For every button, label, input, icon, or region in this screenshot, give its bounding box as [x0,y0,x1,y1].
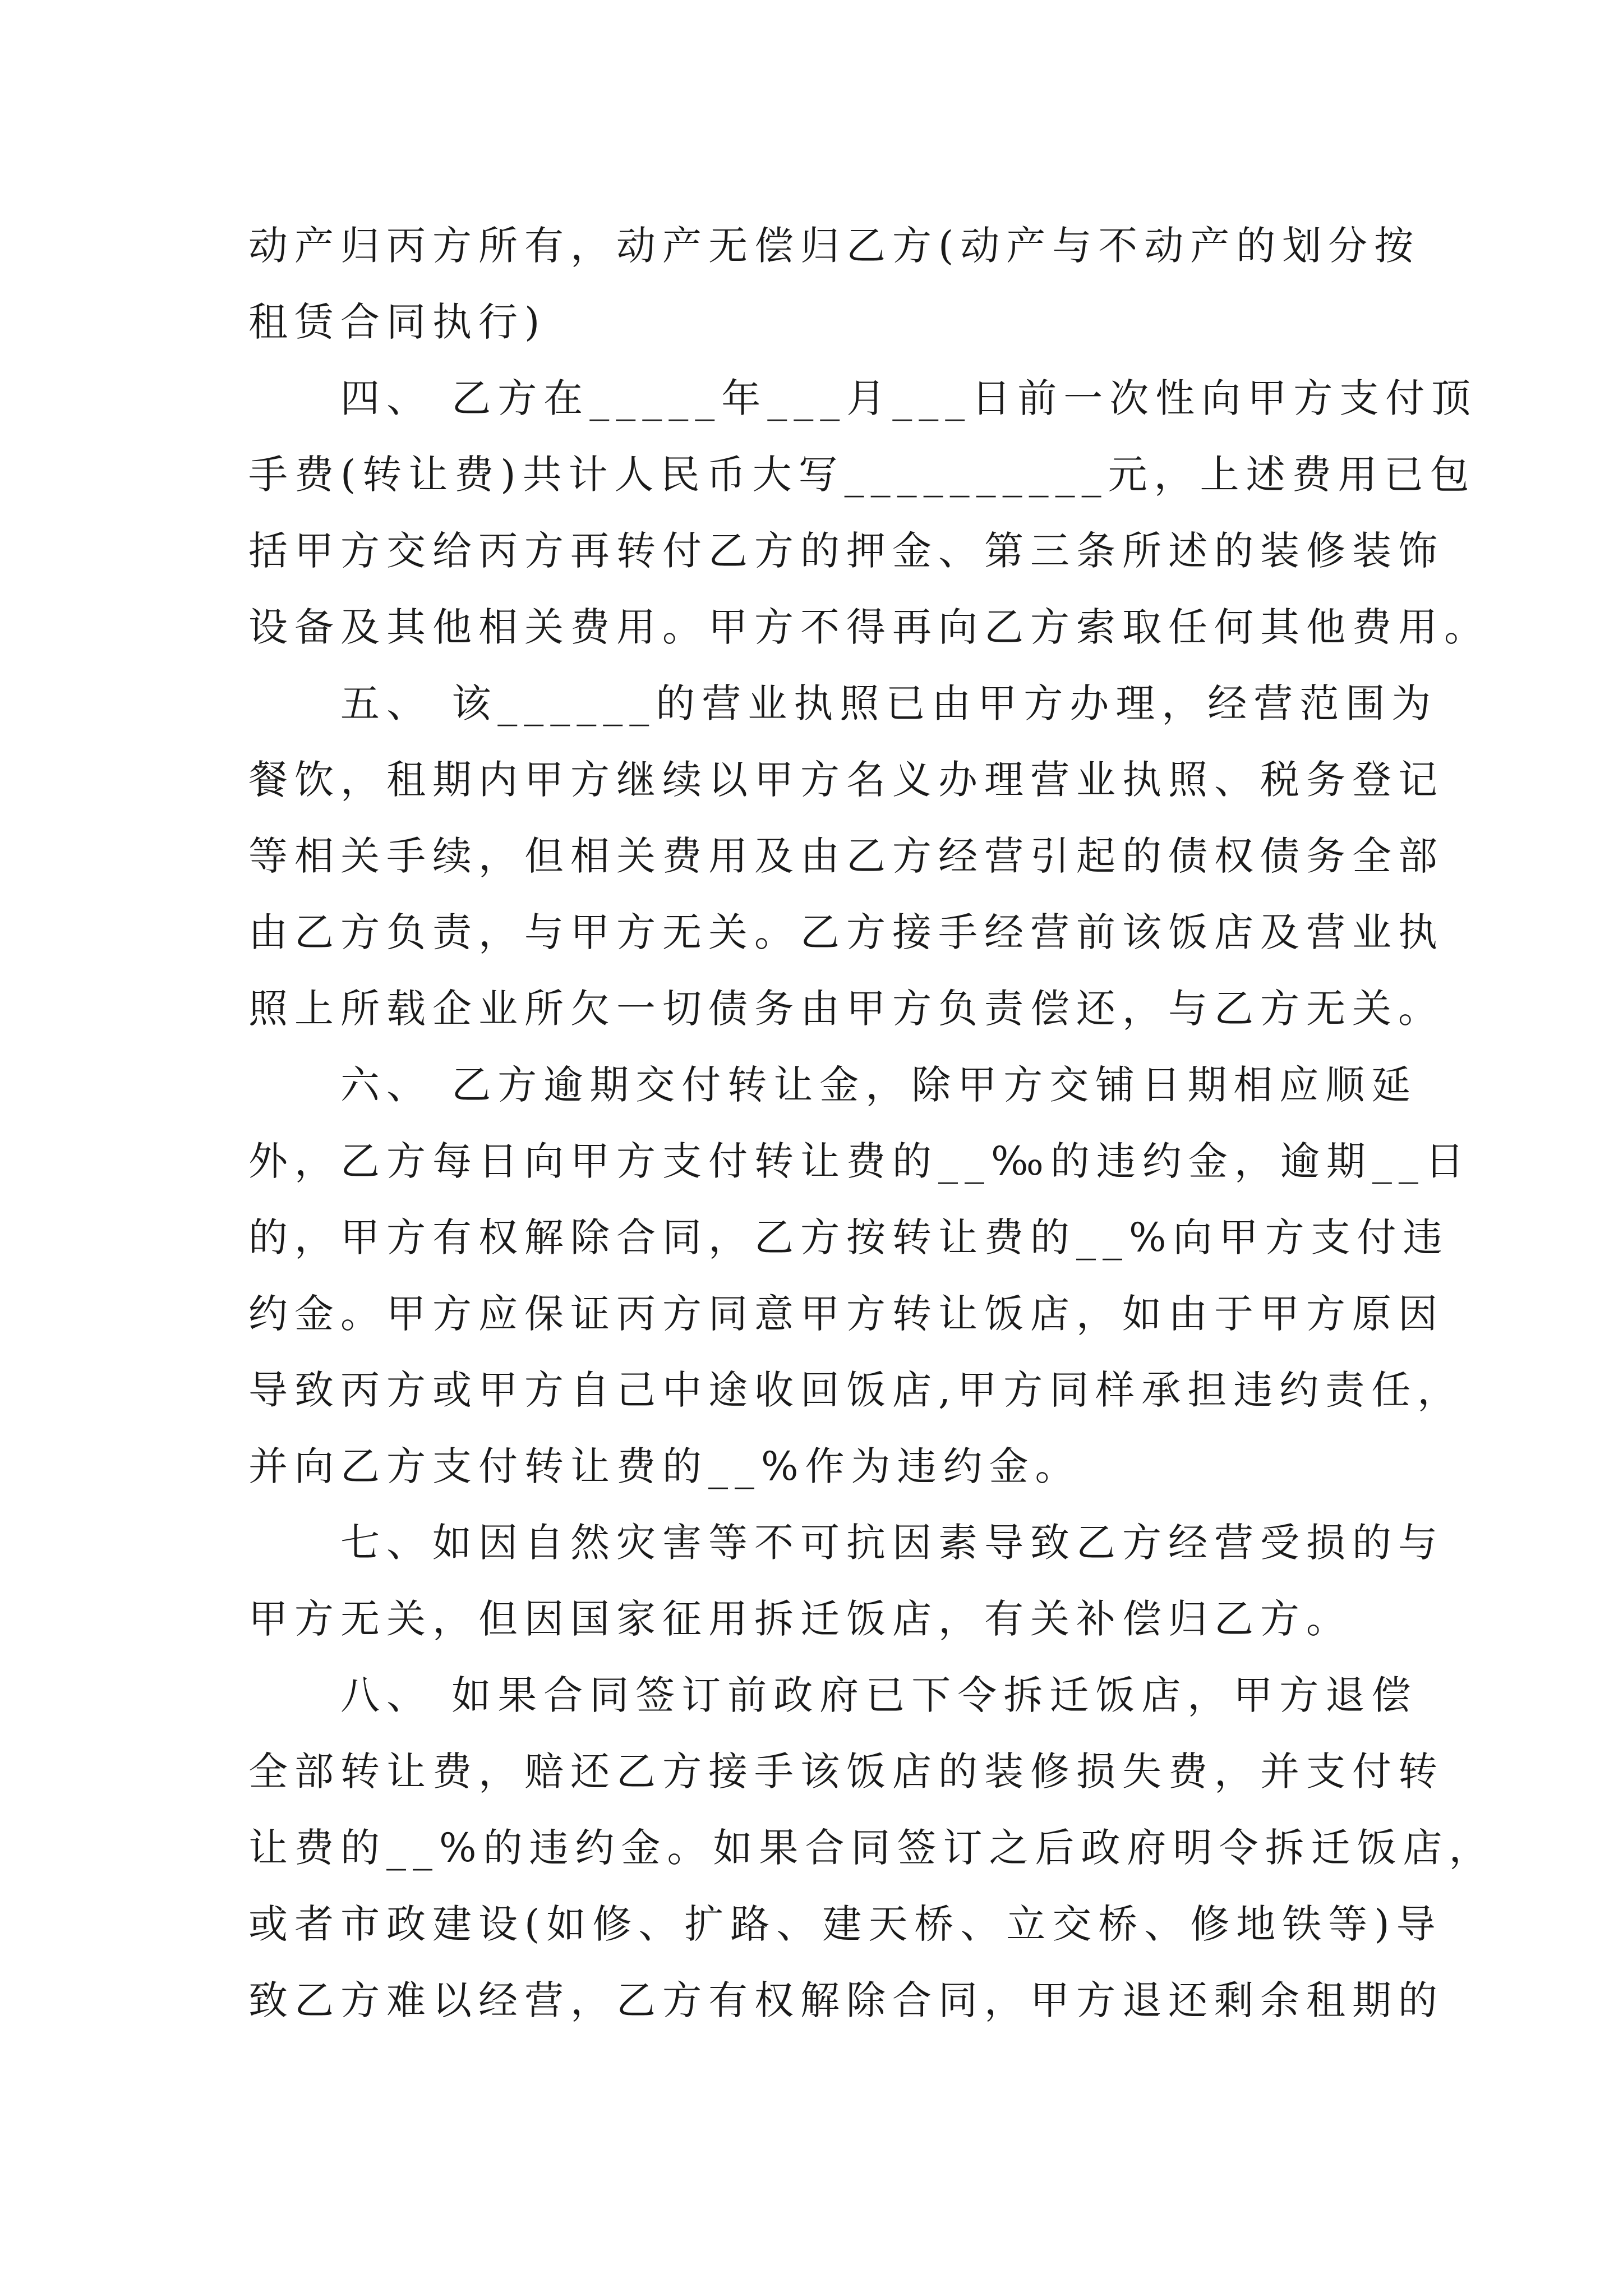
text-line: 致乙方难以经营，乙方有权解除合同，甲方退还剩余租期的 [248,1977,1444,2023]
text-line: 动产归丙方所有，动产无偿归乙方(动产与不动产的划分按 [248,223,1421,269]
text-line: 外，乙方每日向甲方支付转让费的__‰的违约金，逾期__日 [248,1138,1471,1184]
text-line: 七、如因自然灾害等不可抗因素导致乙方经营受损的与 [248,1520,1444,1566]
text-line: 八、 如果合同签订前政府已下令拆迁饭店，甲方退偿 [248,1672,1418,1718]
text-line: 六、 乙方逾期交付转让金，除甲方交铺日期相应顺延 [248,1062,1418,1108]
text-line: 让费的__%的违约金。如果合同签订之后政府明令拆迁饭店， [248,1825,1495,1871]
text-line: 并向乙方支付转让费的__%作为违约金。 [248,1443,1081,1489]
text-line: 导致丙方或甲方自己中途收回饭店,甲方同样承担违约责任， [248,1367,1464,1413]
text-line: 四、 乙方在_____年___月___日前一次性向甲方支付顶 [248,375,1478,421]
text-line: 餐饮，租期内甲方继续以甲方名义办理营业执照、税务登记 [248,757,1444,803]
document-body [248,208,1495,2039]
text-line: 的，甲方有权解除合同，乙方按转让费的__%向甲方支付违 [248,1214,1449,1260]
text-line: 甲方无关，但因国家征用拆迁饭店，有关补偿归乙方。 [248,1596,1352,1642]
text-line: 设备及其他相关费用。甲方不得再向乙方索取任何其他费用。 [248,604,1490,650]
text-line: 照上所载企业所欠一切债务由甲方负责偿还，与乙方无关。 [248,986,1444,1032]
text-line: 或者市政建设(如修、扩路、建天桥、立交桥、修地铁等)导 [248,1901,1442,1947]
text-line: 约金。甲方应保证丙方同意甲方转让饭店，如由于甲方原因 [248,1291,1444,1337]
text-line: 括甲方交给丙方再转付乙方的押金、第三条所述的装修装饰 [248,528,1444,574]
text-line: 五、 该______的营业执照已由甲方办理，经营范围为 [248,680,1438,726]
text-line: 租赁合同执行) [248,299,547,345]
text-line: 由乙方负责，与甲方无关。乙方接手经营前该饭店及营业执 [248,909,1444,955]
text-line: 全部转让费，赔还乙方接手该饭店的装修损失费，并支付转 [248,1749,1444,1795]
text-line: 等相关手续，但相关费用及由乙方经营引起的债权债务全部 [248,833,1444,879]
text-line: 手费(转让费)共计人民币大写__________元，上述费用已包 [248,452,1476,498]
